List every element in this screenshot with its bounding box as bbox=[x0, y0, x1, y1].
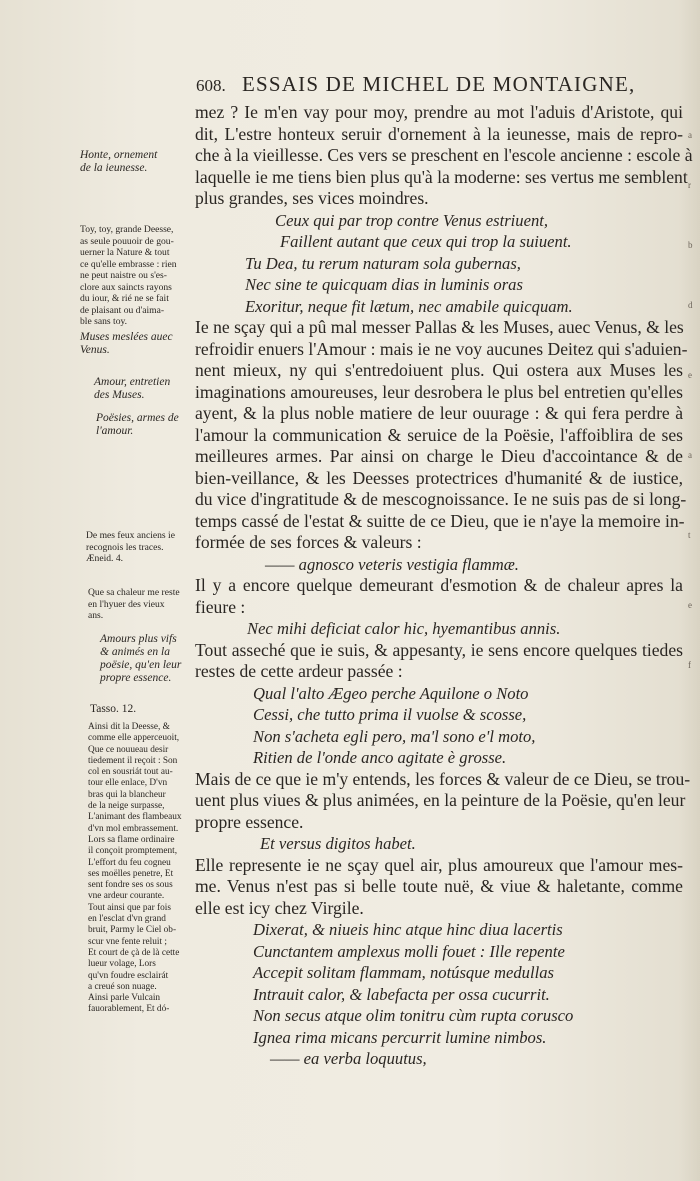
note-amour: Amour, entretien des Muses. bbox=[94, 376, 171, 401]
verse-line: Faillent autant que ceux qui trop la suiuent. bbox=[280, 232, 572, 251]
verse-line: Ignea rima micans percurrit lumine nimbos. bbox=[253, 1027, 547, 1047]
text-line: Il y a encore quelque demeurant d'esmotion & de chaleur apres la bbox=[195, 575, 683, 595]
text-line: uent plus viues & plus animées, en la peinture de la Poësie, qu'en leur bbox=[195, 790, 686, 810]
text-line: mez ? Ie m'en vay pour moy, prendre au mot l'aduis d'Aristote, qui bbox=[195, 102, 683, 122]
text-line: Mais de ce que ie m'y entends, les forces & valeur de ce Dieu, se trou- bbox=[195, 768, 691, 789]
note-ainsi: Ainsi dit la Deesse, & comme elle apperceuoit, Que ce nouueau desir tiedement il reçoit : Son col en sousriát tout au- tour elle enlace, D'vn bras qui la blancheur de la neige surpasse, L'animant des flambeaux d'vn mol embrassement. Lors sa flame ordinaire il conçoit promptement, L'effort du feu cogneu ses moëlles penetre, Et sent fondre ses os sous vne ardeur courante. Tout ainsi que par fois en l'esclat d'vn grand bruit, Parmy le Ciel ob- scur vne fente reluit ; Et court de çà de là cette lueur volage, Lors qu'vn foudre esclairát a creué son nuage. Ainsi parle Vulcain fauorablement, Et dó- bbox=[88, 722, 182, 1015]
text-line: Elle represente ie ne sçay quel air, plus amoureux que l'amour mes- bbox=[195, 854, 683, 875]
verse-line: Non s'acheta egli pero, ma'l sono e'l moto, bbox=[253, 726, 536, 746]
verse-line: Ritien de l'onde anco agitate è grosse. bbox=[253, 748, 507, 767]
text-line: bien-veillance, & les Deesses protectrices d'humanité & de iustice, bbox=[195, 467, 683, 488]
text-line: formée de ses forces & valeurs : bbox=[195, 532, 422, 552]
verse-line: —— agnosco veteris vestigia flammæ. bbox=[265, 554, 519, 574]
text-line: restes de cette ardeur passée : bbox=[195, 661, 403, 681]
text-line: nent mieux, ny qui s'entredoiuent plus. Qui ostera aux Muses les bbox=[195, 360, 683, 380]
text-line: Ie ne sçay qui a pû mal messer Pallas & les Muses, auec Venus, & les bbox=[195, 317, 684, 337]
text-line: imaginations amoureuses, leur desrobera le plus bel entretien qu'elles bbox=[195, 381, 683, 402]
verse-line: Ceux qui par trop contre Venus estriuent, bbox=[275, 210, 548, 230]
text-line: plus grandes, ses vices moindres. bbox=[195, 188, 429, 208]
verse-line: Cunctantem amplexus molli fouet : Ille repente bbox=[253, 941, 565, 961]
text-line: l'amour la communication & seruice de la Poësie, l'affoiblira de ses bbox=[195, 424, 683, 445]
page-header bbox=[196, 72, 666, 102]
text-line: refroidir enuers l'Amour : mais ie ne voy aucunes Deitez qui s'aduien- bbox=[195, 338, 688, 359]
note-honte: Honte, ornement de la ieunesse. bbox=[80, 149, 158, 174]
verse-line: Cessi, che tutto prima il vuolse & scosse, bbox=[253, 705, 527, 724]
verse-line: Et versus digitos habet. bbox=[260, 834, 416, 853]
note-amours-vifs: Amours plus vifs & animés en la poësie, qu'en leur propre essence. bbox=[100, 633, 182, 684]
text-line: du vice d'ingratitude & de mescognoissance. Ie ne suis pas de si long- bbox=[195, 489, 687, 509]
text-line: ayent, & la plus noble matiere de leur ouurage : & qui fera perdre à bbox=[195, 403, 683, 423]
verse-line: Tu Dea, tu rerum naturam sola gubernas, bbox=[245, 253, 521, 273]
text-line: elle est icy chez Virgile. bbox=[195, 897, 364, 918]
verse-line: Exoritur, neque fit lætum, nec amabile quicquam. bbox=[245, 296, 573, 316]
verse-line: Qual l'alto Ægeo perche Aquilone o Noto bbox=[253, 683, 529, 703]
text-line: che à la vieillesse. Ces vers se preschent en l'escole ancienne : escole à bbox=[195, 145, 693, 165]
text-line: me. Venus n'est pas si belle toute nuë, & viue & haletante, comme bbox=[195, 876, 683, 896]
text-line: Tout asseché que ie suis, & appesanty, ie sens encore quelques tiedes bbox=[195, 639, 683, 660]
running-title: ESSAIS DE MICHEL DE MONTAIGNE, bbox=[242, 72, 636, 96]
verse-line: Non secus atque olim tonitru cùm rupta corusco bbox=[253, 1006, 574, 1025]
text-line: temps cassé de l'estat & suitte de ce Dieu, que ie n'aye la memoire in- bbox=[195, 510, 685, 531]
note-poesies: Poësies, armes de l'amour. bbox=[96, 412, 179, 437]
verse-line: —— ea verba loquutus, bbox=[270, 1049, 427, 1068]
note-chaleur: Que sa chaleur me reste en l'hyuer des vieux ans. bbox=[88, 587, 180, 621]
verse-line: Dixerat, & niueis hinc atque hinc diua lacertis bbox=[253, 920, 563, 939]
verse-line: Accepit solitam flammam, notúsque medullas bbox=[253, 963, 554, 982]
text-line: propre essence. bbox=[195, 811, 304, 832]
note-toy: Toy, toy, grande Deesse, as seule pouuoir de gou- uerner la Nature & tout ce qu'elle embrasse : rien ne peut naistre ou s'es- clore aux saincts rayons du iour, & rié ne se fait de plaisant ou d'aima- ble sans toy. bbox=[80, 224, 177, 327]
bleed-through-edge: a r b d e a t e f bbox=[688, 130, 693, 670]
verse-line: Nec sine te quicquam dias in luminis oras bbox=[245, 275, 523, 294]
note-tasso: Tasso. 12. bbox=[90, 703, 137, 715]
note-muses: Muses meslées auec Venus. bbox=[80, 331, 173, 356]
text-line: fieure : bbox=[195, 596, 246, 617]
verse-line: Intrauit calor, & labefacta per ossa cucurrit. bbox=[253, 984, 550, 1004]
text-line: dit, L'estre honteux seruir d'ornement à la ieunesse, mais de repro- bbox=[195, 123, 683, 144]
verse-line: Nec mihi deficiat calor hic, hyemantibus annis. bbox=[247, 619, 561, 638]
text-line: laquelle ie me tiens bien plus qu'à la moderne: ses vertus me semblent bbox=[195, 166, 688, 187]
note-feux: De mes feux anciens ie recognois les traces. Æneid. 4. bbox=[86, 530, 175, 564]
text-line: meilleures armes. Par ainsi on charge le Dieu d'accointance & de bbox=[195, 446, 683, 466]
page-number: 608. bbox=[196, 76, 226, 95]
